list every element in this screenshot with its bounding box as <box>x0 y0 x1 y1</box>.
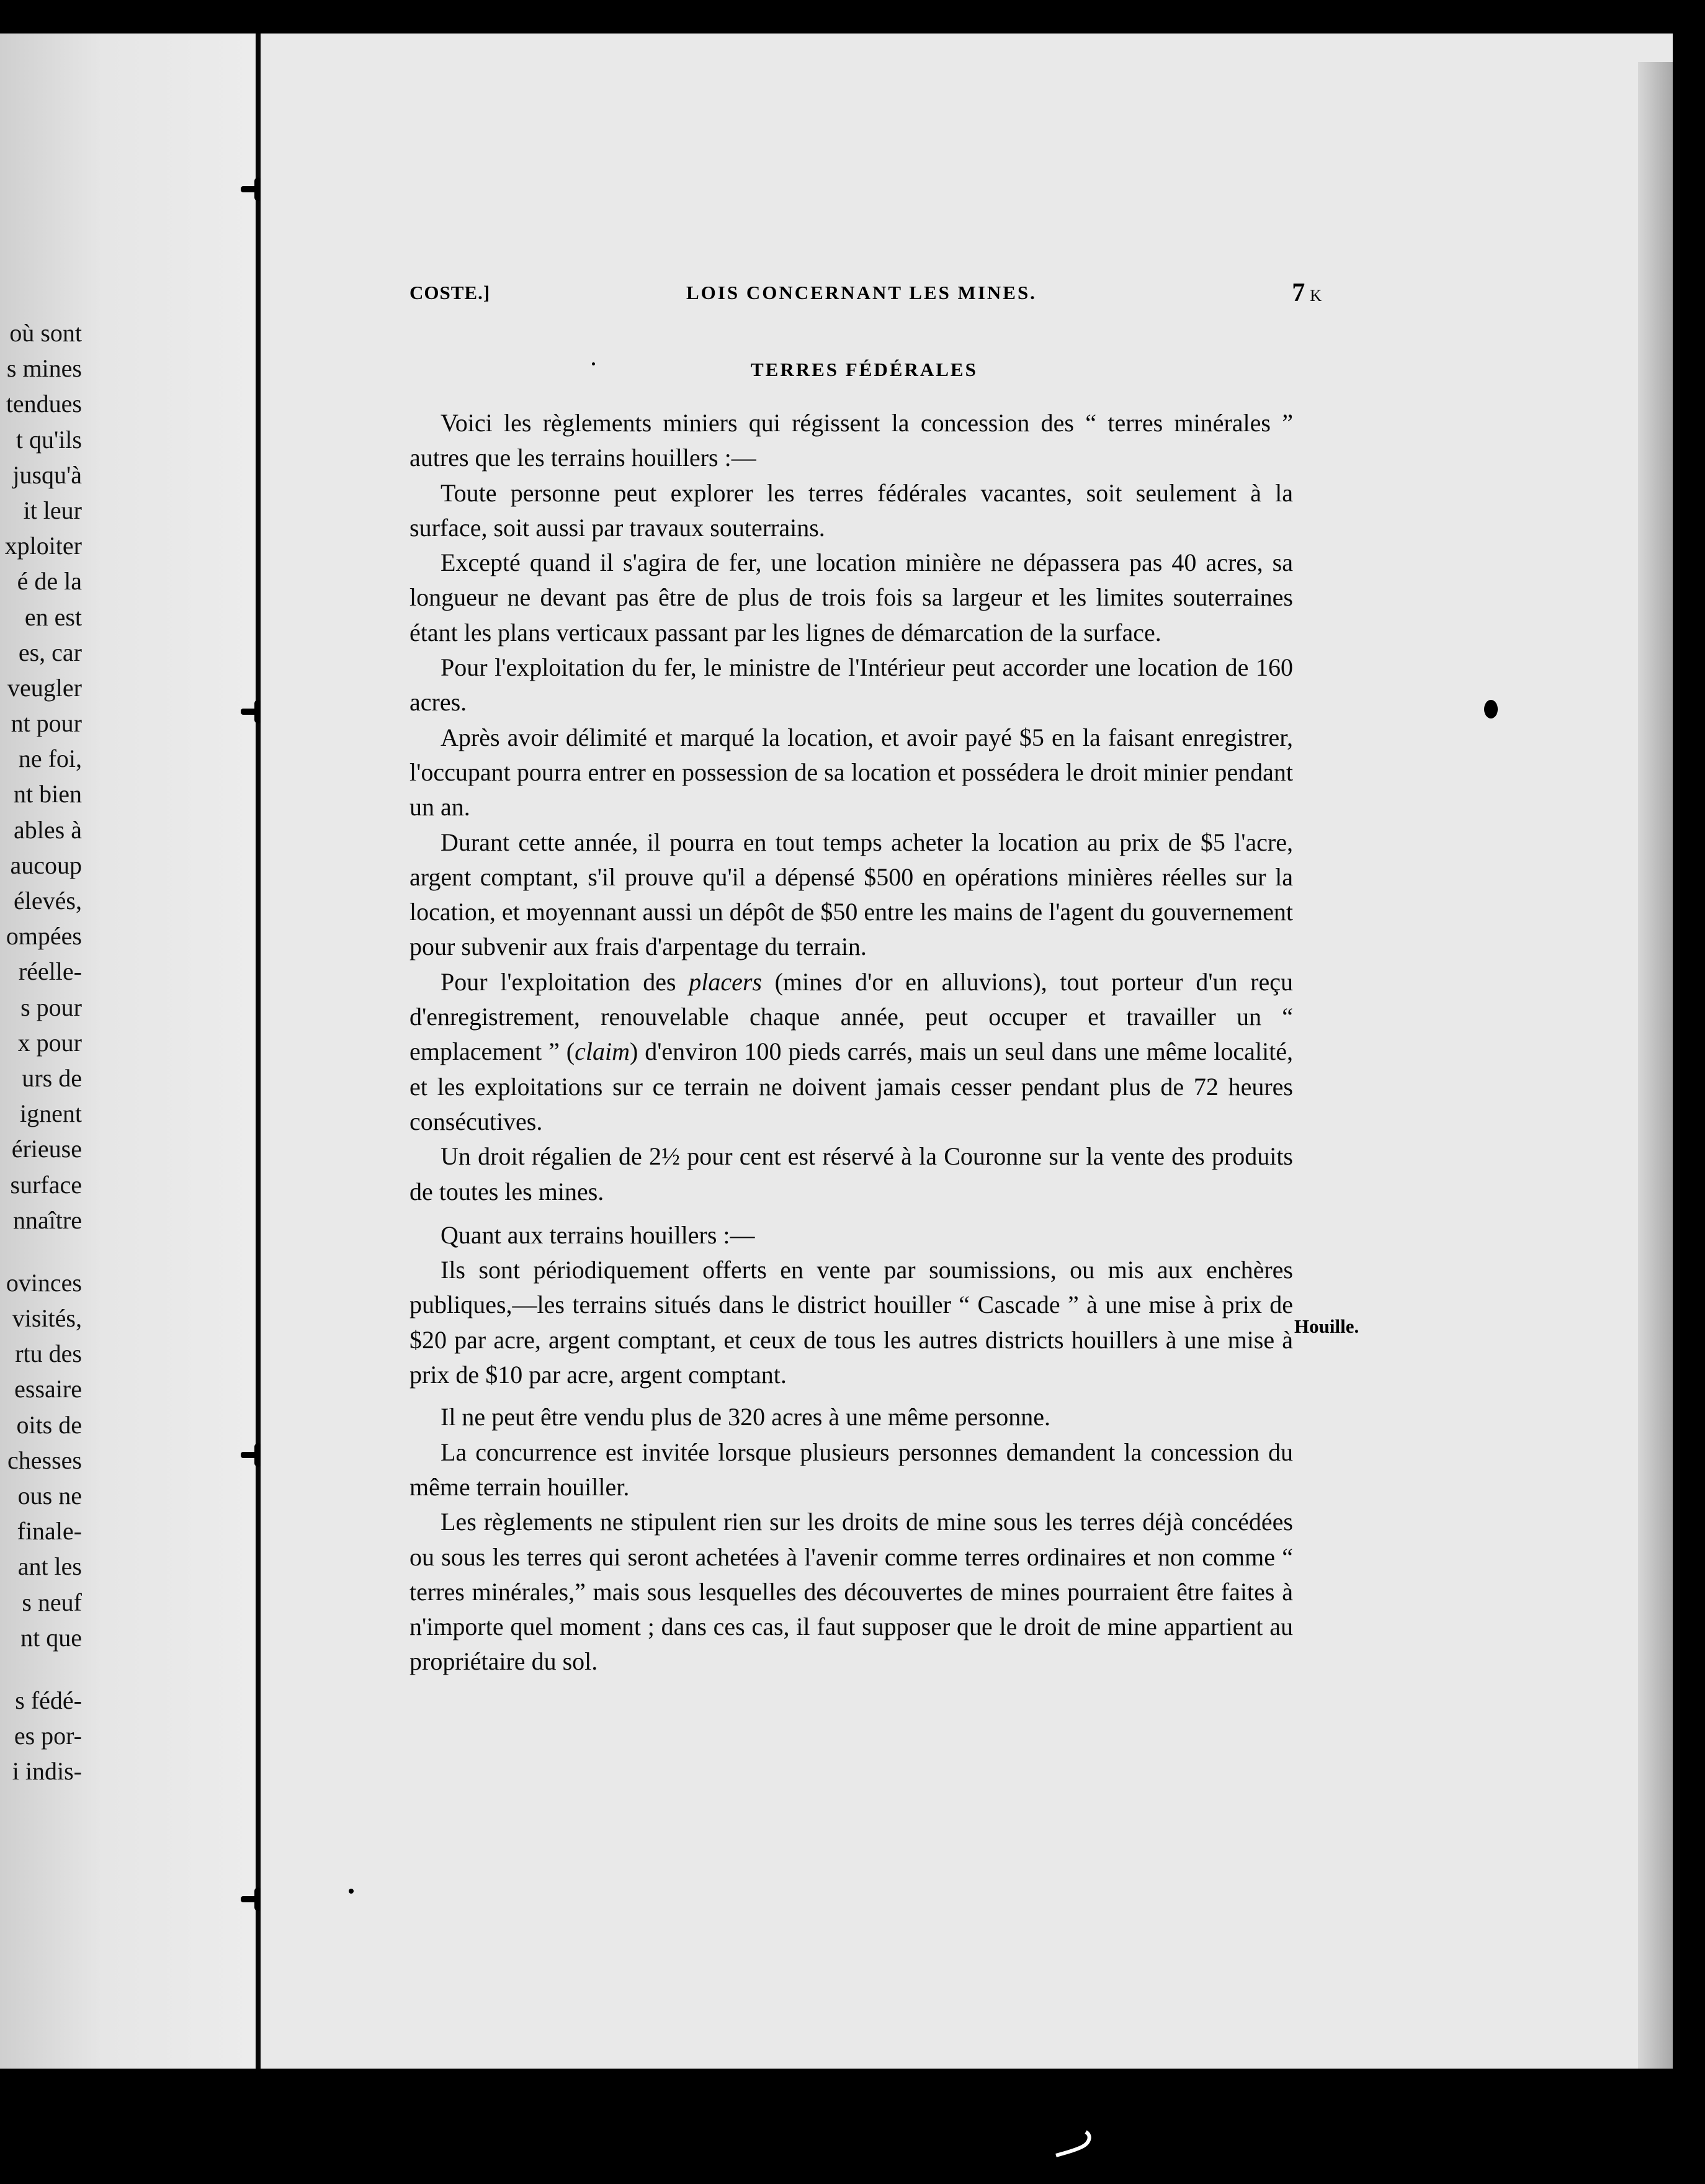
left-page-line: en est <box>24 602 82 631</box>
ink-speck <box>592 362 595 365</box>
left-page-line: urs de <box>22 1063 82 1092</box>
left-page-line: ne foi, <box>18 745 82 773</box>
left-page-line: veugler <box>7 673 82 702</box>
paragraph: Pour l'exploitation du fer, le ministre de l'Intérieur peut accorder une location de 160 acres. <box>409 653 1293 717</box>
left-page-line: xploiter <box>4 532 82 560</box>
italic-term: placers <box>689 967 762 996</box>
page-number <box>1292 278 1322 308</box>
running-header <box>409 278 1322 309</box>
left-page-line: essaire <box>14 1375 82 1403</box>
paragraph: Toute personne peut explorer les terres fédérales vacantes, soit seulement à la surface, soit aussi par travaux souterrains. <box>409 478 1293 542</box>
section-title: TERRES FÉDÉRALES <box>751 359 978 380</box>
paragraph: Ils sont périodiquement offerts en vente par soumissions, ou mis aux enchères publiques,—les terrains situés dans le district houiller “ Cascade ” à une mise à prix de $20 par acre, argent comptant, et ceux de tous les autres districts houillers à une mise à prix de $10 par acre, argent comptant. <box>409 1256 1293 1389</box>
left-page-line: où sont <box>9 319 82 347</box>
left-page-line: ous ne <box>17 1482 82 1510</box>
text-run: ) d'environ 100 pieds carrés, mais un seul dans une même localité, et les exploitations sur ce terrain ne doivent jamais cesser pendant plus de 72 heures consécutives. <box>409 1037 1294 1135</box>
left-page-line: oits de <box>16 1410 82 1439</box>
header-author: COSTE.] <box>409 282 491 303</box>
left-page-line: ant les <box>17 1552 82 1581</box>
left-page-line: nt pour <box>11 709 82 738</box>
left-page-line: ovinces <box>6 1268 82 1297</box>
left-page-line: nt que <box>20 1623 82 1652</box>
paragraph: Les règlements ne stipulent rien sur les droits de mine sous les terres déjà concédées ou sous les terres qui seront achetées à l'avenir comme terres ordinaires et non comme “ terres minérales,” mais sous lesquelles des découvertes de mines pourraient être faites à n'importe quel moment ; dans ces cas, il faut supposer que le droit de mine appartient au propriétaire du sol. <box>409 1508 1293 1676</box>
left-page-text-fragments <box>0 315 82 1789</box>
text-run: Pour l'exploitation des <box>441 967 689 996</box>
left-page-line: nnaître <box>12 1206 82 1234</box>
page-edge-shadow <box>1638 62 1673 2069</box>
margin-note: Houille. <box>1294 1315 1359 1337</box>
book-binding <box>256 34 261 2069</box>
paragraph-placers <box>409 965 1293 1139</box>
paragraph: Voici les règlements miniers qui régissent la concession des “ terres minérales ” autres que les terrains houillers :— <box>409 409 1293 472</box>
header-title: LOIS CONCERNANT LES MINES. <box>686 282 1037 303</box>
left-page-line: rtu des <box>15 1340 82 1368</box>
left-page-line: surface <box>10 1170 82 1199</box>
text-run: (mines d'or en alluvions), tout porteur d'un reçu d'enregistrement, renouvelable chaque année, peut occuper et travailler un “ emplacement ” ( <box>409 967 1293 1066</box>
line-gap <box>0 1655 82 1683</box>
left-page-line: ignent <box>20 1099 82 1128</box>
left-page-line: élevés, <box>14 887 82 915</box>
paragraph: Durant cette année, il pourra en tout temps acheter la location au prix de $5 l'acre, argent comptant, s'il prouve qu'il a dépensé $500 en opérations minières réelles sur la location, et moyennant aussi un dépôt de $50 entre les mains de l'agent du gouvernement pour subvenir aux frais d'arpentage du terrain. <box>409 828 1293 961</box>
line-gap <box>0 1238 82 1265</box>
left-page-line: réelle- <box>18 957 82 986</box>
left-page-line: jusqu'à <box>12 460 82 489</box>
left-page-line: s pour <box>20 993 82 1021</box>
left-page-line: ompées <box>6 922 82 951</box>
page-number-value: 7 <box>1292 279 1305 307</box>
left-page-line: s neuf <box>22 1588 82 1616</box>
left-page-line: chesses <box>7 1446 82 1474</box>
paragraph: Excepté quand il s'agira de fer, une location minière ne dépassera pas 40 acres, sa longueur ne devant pas être de plus de trois fois sa largeur et les limites souterraines étant les plans verticaux passant par les lignes de démarcation de la surface. <box>409 548 1293 647</box>
left-page-line: es por- <box>14 1722 82 1750</box>
paragraph: La concurrence est invitée lorsque plusieurs personnes demandent la concession du même terrain houiller. <box>409 1438 1293 1501</box>
left-page-line: érieuse <box>11 1135 82 1163</box>
paragraph-coal-heading: Quant aux terrains houillers :— <box>441 1220 755 1249</box>
paragraph: Il ne peut être vendu plus de 320 acres à une même personne. <box>441 1403 1050 1431</box>
page-number-suffix: K <box>1310 287 1322 305</box>
left-page-line: finale- <box>17 1517 82 1546</box>
left-page-line: visités, <box>12 1304 82 1333</box>
ink-mark <box>1049 2128 1104 2159</box>
left-page-line: es, car <box>18 638 82 666</box>
left-page-line: ables à <box>14 815 82 844</box>
left-page-line: tendues <box>6 390 82 418</box>
body-text <box>409 406 1293 1680</box>
paragraph: Après avoir délimité et marqué la location, et avoir payé $5 en la faisant enregistrer, l'occupant pourra entrer en possession de sa location et possédera le droit minier pendant un an. <box>409 723 1293 821</box>
ink-speck <box>1484 700 1498 718</box>
paragraph: Un droit régalien de 2½ pour cent est réservé à la Couronne sur la vente des produits de toutes les mines. <box>409 1142 1293 1206</box>
left-page-line: s fédé- <box>15 1686 82 1714</box>
left-page-line: t qu'ils <box>16 425 82 454</box>
left-page-line: aucoup <box>10 851 82 879</box>
italic-term: claim <box>575 1037 630 1066</box>
left-page-line: i indis- <box>12 1757 82 1786</box>
ink-speck <box>349 1889 354 1894</box>
left-page-line: é de la <box>17 567 82 596</box>
left-page-line: nt bien <box>14 780 82 808</box>
left-page-line: x pour <box>17 1028 82 1057</box>
left-page-line: s mines <box>6 354 82 383</box>
left-page-line: it leur <box>23 496 82 524</box>
